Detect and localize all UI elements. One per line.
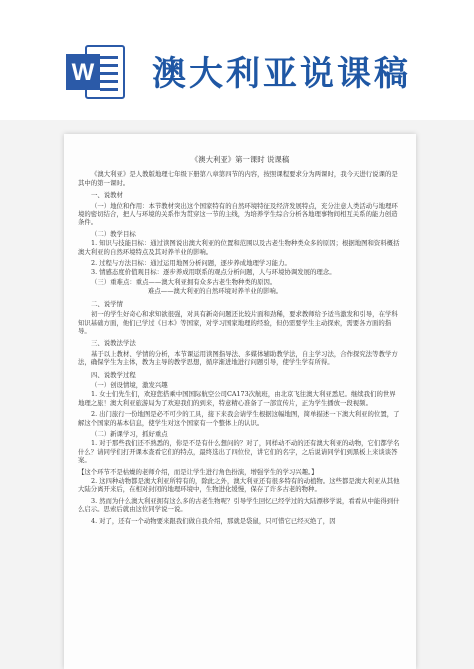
paragraph: 3. 然而为什么澳大利亚拥有这么多的古老生物呢？引导学生回忆已经学过的大陆漂移学说，看看从中能得到什么启示。思索后就由这位同学说一说。: [78, 496, 400, 514]
paragraph: 1. 女士们先生们，欢迎您搭乘中国国际航空公司CA173次航班，由北京飞往澳大利亚悉尼。继续我们的世界地理之旅！澳大利亚旅游局为了欢迎我们的到来，特意精心准备了一部宣传片，正为学生播放一段视频。: [78, 390, 396, 407]
paragraph: 1. 知识与技能目标：通过读图说出澳大利亚的位置和范围以及古老生物种类众多的原因；根据地图和资料概括澳大利亚的自然环境特点及其对养羊业的影响。: [78, 239, 400, 256]
page-header: [0, 0, 474, 120]
paragraph: 4. 对了，还有一个动物要来跟我们做自我介绍，那就是袋鼠，只可惜它已经灭绝了，因: [91, 516, 336, 525]
paragraph: 1. 对于那些我们还不熟悉的，你是不是有什么想问的？对了，同样动不动的还有澳大利亚的动物，它们都学名什么？请同学们打开课本查看它们的特点，最终选出了四位位，讲它们的名字，之后说请同学们到黑板上来谈谈答案。: [78, 439, 400, 465]
paragraph: 初一的学生好奇心和求知欲很强，对具有新奇问题还比较片面和劲稀，要求教师给予适当激发和引导，在学科知识基础方面，他们已学过《日本》等国家，对学习国家地理的经验，但仍需要学生主动探索，需要各方面的指导。: [78, 310, 398, 335]
note-bracket: 【这个环节不是枯燥的老师介绍，而是让学生进行角色扮演，增强学生的学习兴趣。】: [78, 467, 318, 476]
paragraph: （一）地位和作用：本节教材突出这个国家特有的自然环境特征及经济发展特点，充分注意人类活动与地理环境的密切结合，把人与环境的关系作为贯穿这一节的主线，为培养学生综合分析各地理事物间相互关系的能力创造条件。: [78, 201, 398, 227]
word-icon-letter: W: [71, 59, 95, 86]
section-heading: 四、说教学过程: [91, 370, 136, 379]
intro-paragraph: 《澳大利亚》是人教版地理七年级下册第八章第四节的内容，按照课程要求分为两课时，我今天进行说课的是其中的第一课时。: [78, 170, 398, 187]
paragraph: 2. 这四种动物都是澳大利亚所特有的，除此之外，澳大利亚还有很多特有的动植物。这些都是澳大利亚从其他大陆分离开来后，在相对封闭的地理环境中，生物进化缓慢，保存了许多古老的物种。: [78, 477, 400, 494]
page-title: 《澳大利亚》第一课时 说课稿: [190, 155, 290, 164]
subheading: （二）新课学习，抓好重点: [91, 429, 168, 438]
paragraph: 3. 情感态度价值观目标：逐步养成用联系的观点分析问题，人与环境协调发展的理念。: [91, 268, 336, 277]
paragraph: 2. 出门旅行一份地图是必不可少的工具，接下来我会请学生根据这幅地图，简单描述一下澳大利亚的位置，了解这个国家的基本信息，使学生对这个国家有一个整体上的认识。: [78, 410, 400, 427]
section-heading: 三、说教法学法: [91, 339, 136, 348]
difficult-points: 难点——澳大利亚的自然环境对养羊业的影响。: [148, 287, 283, 296]
document-title: 澳大利亚说课稿: [152, 54, 411, 94]
word-document-icon: [64, 42, 128, 102]
section-heading: 二、说学情: [91, 299, 123, 308]
subheading: （一）创设情境，激发兴趣: [91, 380, 168, 389]
document-page: [64, 134, 416, 669]
section-heading: 一、说教材: [91, 191, 123, 200]
key-points: （三）重难点：重点——澳大利亚拥有众多古老生物种类的原因。: [91, 277, 277, 286]
paragraph: 基于以上教材、学情的分析，本节课运用读图指导法、多媒体辅助教学法，自主学习法，合作探究法等教学方法，确保学生为主体，教为主导的教学思想，循序渐进地进行问题引导，使学生学有所得。: [78, 349, 398, 367]
paragraph: 2. 过程与方法目标：通过运用地图分析问题，逐步养成地理学习能力。: [91, 259, 291, 268]
subheading: （二）教学目标: [91, 229, 136, 238]
